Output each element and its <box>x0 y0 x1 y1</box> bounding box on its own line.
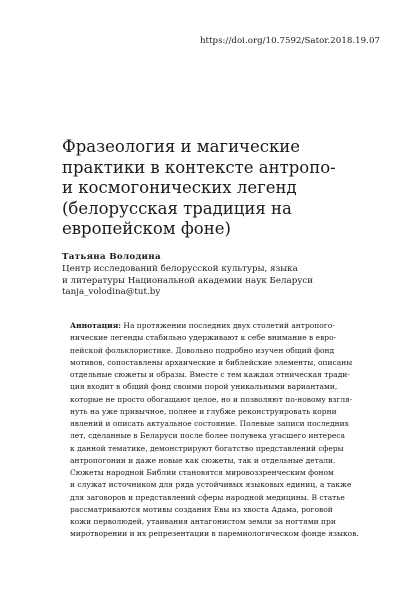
abstract-line: антропогонии и даже новые как сюжеты, так и отдельные детали. <box>70 455 336 465</box>
author-block <box>62 252 382 299</box>
abstract-line: явлений и описать актуальное состояние. Полевые записи последних <box>70 419 349 428</box>
abstract <box>62 320 396 541</box>
abstract-line: лет, сделанные в Беларуси после более полувека угасшего интереса <box>70 431 345 441</box>
abstract-line: к данной тематике, демонстрируют богатство представлений сферы <box>70 443 344 453</box>
title-line: и космогонических легенд <box>62 178 297 198</box>
title-line: Фразеология и магические <box>62 137 301 156</box>
abstract-line: Сюжеты народной Библии становятся мировоззренческим фоном <box>70 468 334 477</box>
author-name: Татьяна Володина <box>62 252 161 262</box>
abstract-line: пейской фольклористике. Довольно подробно изучен общий фонд <box>70 345 335 355</box>
author-email[interactable]: tanja_volodina@tut.by <box>62 287 161 298</box>
abstract-line: нические легенды стабильно удерживают к себе внимание в евро- <box>70 333 337 343</box>
abstract-line: миротворении и их репрезентации в паремиологическом фонде языков. <box>70 529 359 539</box>
article-title <box>62 137 372 240</box>
title-line: практики в контексте антропо- <box>62 157 336 177</box>
abstract-text: На протяжении последних двух столетий антропого- <box>121 321 335 330</box>
title-line: европейском фоне) <box>62 219 231 239</box>
abstract-label: Аннотация: <box>70 321 122 330</box>
title-line: (белорусская традиция на <box>62 198 292 218</box>
doi-link[interactable]: https://doi.org/10.7592/Sator.2018.19.07 <box>199 36 380 46</box>
abstract-line: отдельные сюжеты и образы. Вместе с тем каждая этническая тради- <box>70 370 350 379</box>
abstract-line: ция входит в общий фонд своими порой уникальными вариантами, <box>70 382 338 392</box>
abstract-first-line <box>70 320 396 332</box>
abstract-line: которые не просто обогащают целое, но и позволяют по-новому взгля- <box>70 394 353 404</box>
affiliation-line: Центр исследований белорусской культуры, языка <box>62 263 298 274</box>
abstract-line: нуть на уже привычное, полнее и глубже реконструировать корни <box>70 406 337 416</box>
affiliation-line: и литературы Национальной академии наук Беларуси <box>62 275 314 286</box>
abstract-line: рассматриваются мотивы создания Евы из хвоста Адама, роговой <box>70 504 333 514</box>
abstract-line: мотивов, сопоставлены архаические и библейские элементы, описаны <box>70 357 353 367</box>
abstract-line: и служат источником для ряда устойчивых языковых единиц, а также <box>70 480 352 490</box>
abstract-line: кожи перволюдей, утаивания антагонистом земли за ногтями при <box>70 517 336 526</box>
abstract-line: для заговоров и представлений сферы народной медицины. В статье <box>70 492 345 502</box>
